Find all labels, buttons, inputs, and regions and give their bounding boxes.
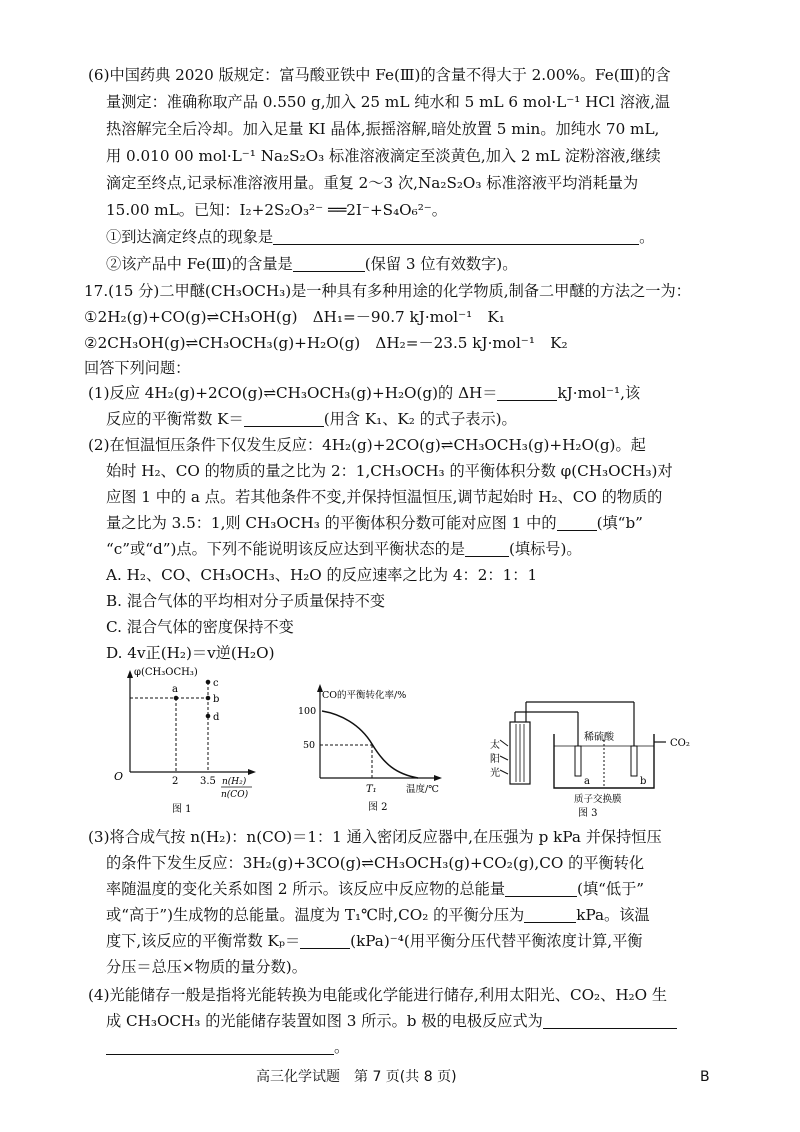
fig1-xlabel-den: n(CO): [221, 790, 249, 800]
fig1-label-c: c: [213, 678, 219, 689]
fig3-membrane-label: 质子交换膜: [574, 794, 622, 805]
q17-prompt: 回答下列问题：: [84, 359, 191, 377]
answer-blank-electrode-1[interactable]: [543, 1012, 677, 1029]
fig1-label-d: d: [213, 712, 220, 723]
q17-3-line5: 度下,该反应的平衡常数 Kₚ＝ (kPa)⁻⁴(用平衡分压代替平衡浓度计算,平衡: [106, 932, 643, 950]
answer-blank-endpoint[interactable]: [273, 228, 639, 245]
fig1-y-arrow: [127, 670, 133, 678]
fig1-label-a: a: [172, 684, 178, 695]
fig1-caption: 图 1: [172, 804, 192, 815]
fig2-xlabel: 温度/℃: [406, 784, 439, 795]
fig2-y100: 100: [298, 706, 317, 717]
q17-3-line2: 的条件下发生反应：3H₂(g)+3CO(g)⇌CH₃OCH₃(g)+CO₂(g),CO 的平衡转化: [106, 854, 645, 872]
fig3-ray-1: [500, 740, 508, 746]
fig3-electrode-b: [631, 746, 637, 776]
answer-blank-option[interactable]: [465, 540, 509, 557]
fig1-x-arrow: [248, 769, 256, 775]
fig1-xlabel-num: n(H₂): [222, 777, 247, 787]
q17-3-line4: 或“高于”)生成物的总能量。温度为 T₁℃时,CO₂ 的平衡分压为 kPa。该温: [106, 906, 650, 924]
q17-3-line3: 率随温度的变化关系如图 2 所示。该反应中反应物的总能量 (填“低于”: [106, 880, 645, 898]
q17-1-line2: 反应的平衡常数 K＝ (用含 K₁、K₂ 的式子表示)。: [106, 410, 517, 428]
answer-blank-k[interactable]: [244, 410, 324, 427]
q16-6-sub1-text: ①到达滴定终点的现象是: [106, 228, 274, 246]
fig3-sun-2: 阳: [490, 754, 500, 765]
q17-4-line2: 成 CH₃OCH₃ 的光能储存装置如图 3 所示。b 极的电极反应式为: [106, 1010, 677, 1032]
fig2-xtick-t1: T₁: [366, 784, 377, 795]
fig2-ylabel: CO的平衡转化率/%: [322, 690, 407, 701]
figure-1: [114, 667, 256, 815]
figures-row: [100, 662, 720, 822]
fig1-ylabel: φ(CH₃OCH₃): [134, 667, 198, 678]
fig1-origin: O: [114, 770, 124, 783]
fig3-caption: 图 3: [578, 808, 598, 819]
q17-3-line6: 分压＝总压×物质的量分数)。: [106, 958, 307, 976]
paper-version: B: [700, 1069, 710, 1085]
q16-6-line2: 量测定：准确称取产品 0.550 g,加入 25 mL 纯水和 5 mL 6 mol·L⁻¹ HCl 溶液,温: [106, 93, 671, 111]
answer-blank-delta-h[interactable]: [497, 384, 557, 401]
fig1-point-c: [206, 680, 211, 685]
q16-6-line3: 热溶解完全后冷却。加入足量 KI 晶体,振摇溶解,暗处放置 5 min。加纯水 70 mL,: [106, 120, 660, 138]
fig3-sun-3: 光: [490, 768, 500, 779]
fig1-point-d: [206, 714, 211, 719]
fig3-ray-3: [500, 770, 508, 774]
fig1-point-b: [206, 696, 211, 701]
q17-intro: 17.(15 分)二甲醚(CH₃OCH₃)是一种具有多种用途的化学物质,制备二甲醚的方法之一为：: [84, 282, 691, 300]
option-b: B. 混合气体的平均相对分子质量保持不变: [106, 592, 386, 610]
q16-6-line5: 滴定至终点,记录标准溶液用量。重复 2～3 次,Na₂S₂O₃ 标准溶液平均消耗量为: [106, 174, 639, 192]
q17-reaction-1: ①2H₂(g)+CO(g)⇌CH₃OH(g) ΔH₁=－90.7 kJ·mol⁻¹ K₁: [84, 308, 505, 326]
page-footer: 高三化学试题 第 7 页(共 8 页): [256, 1069, 457, 1085]
fig1-label-b: b: [213, 694, 220, 705]
fig3-label-a: a: [584, 776, 590, 787]
answer-blank-point[interactable]: [557, 514, 597, 531]
answer-blank-kp[interactable]: [300, 932, 350, 949]
fig3-ray-2: [500, 756, 508, 760]
answer-blank-energy[interactable]: [505, 880, 577, 897]
q17-4-line1: (4)光能储存一般是指将光能转换为电能或化学能进行储存,利用太阳光、CO₂、H₂O 生: [88, 986, 668, 1004]
answer-blank-electrode-2[interactable]: [106, 1038, 334, 1055]
option-c: C. 混合气体的密度保持不变: [106, 618, 294, 636]
figure-3: [490, 702, 690, 819]
q16-6-sub2-text: ②该产品中 Fe(Ⅲ)的含量是: [106, 255, 293, 273]
q17-reaction-2: ②2CH₃OH(g)⇌CH₃OCH₃(g)+H₂O(g) ΔH₂=－23.5 kJ·mol⁻¹ K₂: [84, 334, 568, 352]
fig1-tick-35: 3.5: [200, 776, 216, 787]
q17-2-line3: 应图 1 中的 a 点。若其他条件不变,并保持恒温恒压,调节起始时 H₂、CO 的物质的: [106, 488, 663, 506]
q17-1-line1: (1)反应 4H₂(g)+2CO(g)⇌CH₃OCH₃(g)+H₂O(g)的 ΔH＝ kJ·mol⁻¹,该: [88, 384, 641, 402]
q16-6-line6: 15.00 mL。已知：I₂+2S₂O₃²⁻ ══2I⁻+S₄O₆²⁻。: [106, 201, 447, 219]
figure-2: [298, 684, 442, 813]
fig2-x-arrow: [434, 775, 442, 781]
q17-3-line1: (3)将合成气按 n(H₂)：n(CO)＝1：1 通入密闭反应器中,在压强为 p kPa 并保持恒压: [88, 828, 662, 846]
q16-6-sub2: ②该产品中 Fe(Ⅲ)的含量是 (保留 3 位有效数字)。: [106, 255, 518, 273]
fig3-co2-label: CO₂: [670, 738, 690, 749]
fig3-sun-1: 太: [490, 740, 500, 751]
q17-2-line4: 量之比为 3.5：1,则 CH₃OCH₃ 的平衡体积分数可能对应图 1 中的 (填“b”: [106, 514, 643, 532]
fig1-point-a: [174, 696, 179, 701]
q17-4-line3: 。: [106, 1036, 349, 1058]
answer-blank-co2-pressure[interactable]: [524, 906, 576, 923]
option-d: D. 4v正(H₂)＝v逆(H₂O): [106, 644, 275, 662]
option-a: A. H₂、CO、CH₃OCH₃、H₂O 的反应速率之比为 4：2：1：1: [106, 566, 538, 584]
q16-6-line1: (6)中国药典 2020 版规定：富马酸亚铁中 Fe(Ⅲ)的含量不得大于 2.00%。Fe(Ⅲ)的含: [88, 66, 671, 84]
q16-6-line4: 用 0.010 00 mol·L⁻¹ Na₂S₂O₃ 标准溶液滴定至淡黄色,加入 2 mL 淀粉溶液,继续: [106, 147, 661, 165]
q16-6-sub1: ①到达滴定终点的现象是 。: [106, 228, 655, 246]
fig3-acid-label: 稀硫酸: [584, 732, 614, 743]
fig3-label-b: b: [640, 776, 647, 787]
q17-2-line1: (2)在恒温恒压条件下仅发生反应：4H₂(g)+2CO(g)⇌CH₃OCH₃(g)+H₂O(g)。起: [88, 436, 646, 454]
fig1-tick-2: 2: [172, 776, 179, 787]
fig2-caption: 图 2: [368, 802, 388, 813]
q17-2-line5: “c”或“d”)点。下列不能说明该反应达到平衡状态的是 (填标号)。: [106, 540, 582, 558]
fig2-y50: 50: [303, 740, 316, 751]
q17-2-line2: 始时 H₂、CO 的物质的量之比为 2：1,CH₃OCH₃ 的平衡体积分数 φ(CH₃OCH₃)对: [106, 462, 673, 480]
answer-blank-fe-content[interactable]: [293, 255, 365, 272]
fig3-electrode-a: [575, 746, 581, 776]
